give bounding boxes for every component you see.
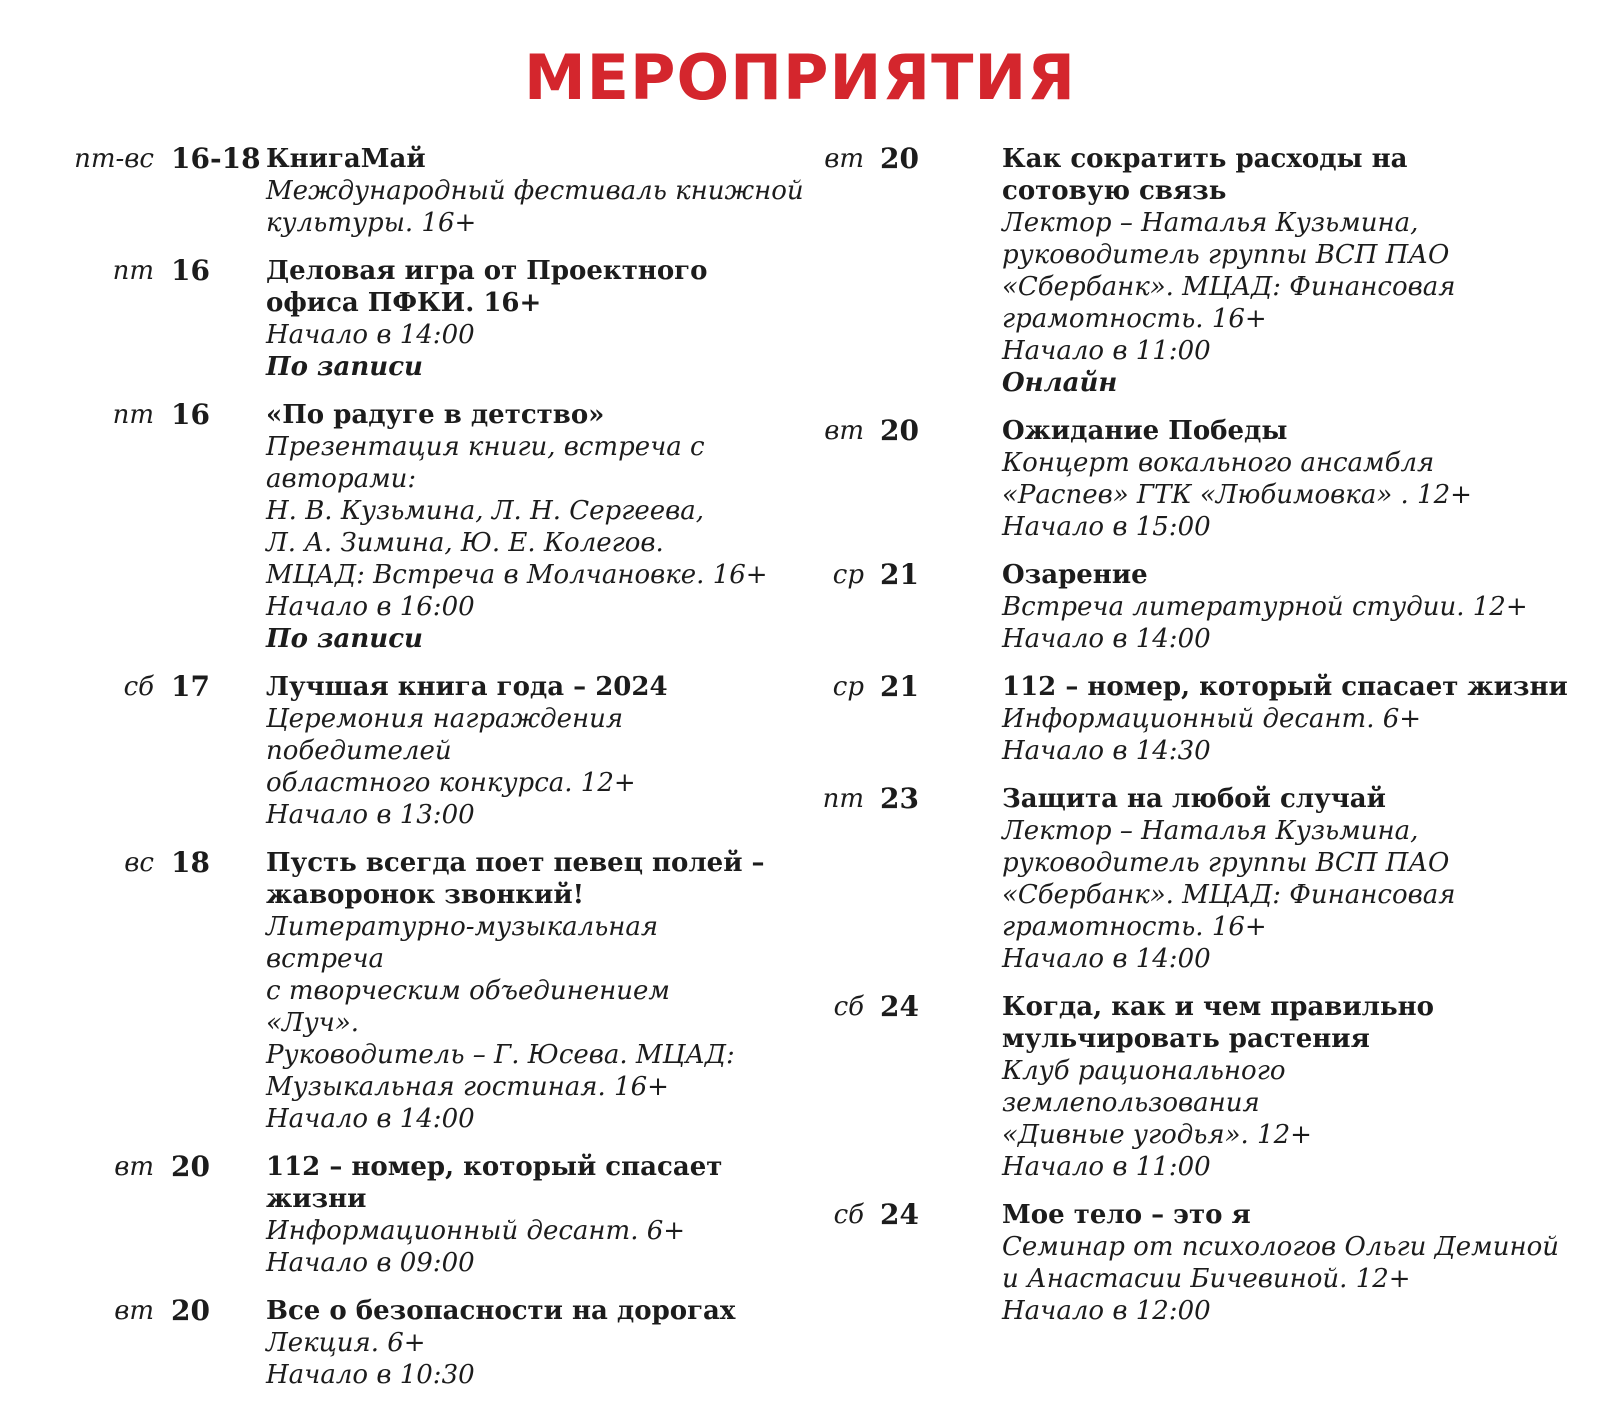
event-note: Онлайн: [1002, 368, 1118, 398]
page-title: МЕРОПРИЯТИЯ: [523, 41, 1077, 114]
event-item: [0, 255, 786, 383]
event-day: вс: [124, 848, 154, 878]
event-description: Лекция. 6+: [266, 1328, 426, 1358]
event-date: 20: [171, 1294, 210, 1327]
event-description: Информационный десант. 6+: [1002, 704, 1422, 734]
event-description: Клуб рационального землепользования «Дивные угодья». 12+: [1002, 1056, 1312, 1150]
event-item: [0, 399, 810, 655]
event-description: Встреча литературной студии. 12+: [1002, 592, 1528, 622]
event-description: Семинар от психологов Ольги Деминой и Анастасии Бичевиной. 12+: [1002, 1232, 1559, 1294]
event-title: Мое тело – это я: [1002, 1200, 1251, 1230]
event-day: пт: [822, 784, 864, 814]
event-date: 16: [171, 398, 210, 431]
event-item: [820, 783, 1600, 975]
event-time: Начало в 16:00: [266, 592, 475, 622]
event-title: Когда, как и чем правильно мульчировать растения: [1002, 992, 1434, 1054]
event-description: Концерт вокального ансамбля «Распев» ГТК «Любимовка» . 12+: [1002, 448, 1472, 510]
event-day: вт: [114, 1152, 154, 1182]
event-title: Пусть всегда поет певец полей – жаворонок звонкий!: [266, 848, 765, 910]
event-title: Озарение: [1002, 560, 1148, 590]
event-item: [820, 415, 1600, 543]
event-date: 23: [880, 782, 919, 815]
event-item: [0, 1295, 810, 1391]
event-date: 16: [171, 254, 210, 287]
event-date: 21: [880, 670, 919, 703]
event-day: сб: [123, 672, 154, 702]
event-date: 20: [880, 414, 919, 447]
event-time: Начало в 11:00: [1002, 336, 1211, 366]
event-day: сб: [833, 992, 864, 1022]
event-date: 18: [171, 846, 210, 879]
event-title: Лучшая книга года – 2024: [266, 672, 668, 702]
event-item: [820, 143, 1522, 399]
event-item: [820, 1199, 1600, 1327]
events-column-right: [820, 143, 1600, 1327]
event-date: 20: [880, 142, 919, 175]
event-day: пт: [112, 400, 154, 430]
event-day: ср: [832, 560, 864, 590]
event-day: вт: [824, 144, 864, 174]
event-description: Информационный десант. 6+: [266, 1216, 686, 1246]
event-day: ср: [832, 672, 864, 702]
event-time: Начало в 14:00: [266, 320, 475, 350]
event-title: Ожидание Победы: [1002, 416, 1288, 446]
event-item: [820, 559, 1600, 655]
events-column-left: [0, 143, 810, 1391]
event-date: 21: [880, 558, 919, 591]
event-description: Лектор – Наталья Кузьмина, руководитель группы ВСП ПАО «Сбербанк». МЦАД: Финансовая грамотность. 16+: [1002, 816, 1456, 942]
event-date: 17: [171, 670, 210, 703]
event-date: 16-18: [171, 142, 261, 175]
event-title: 112 – номер, который спасает жизни: [266, 1152, 723, 1214]
event-day: вт: [114, 1296, 154, 1326]
event-title: Защита на любой случай: [1002, 784, 1386, 814]
event-description: Литературно-музыкальная встреча с творческим объединением «Луч». Руководитель – Г. Юсева. МЦАД: Музыкальная гостиная. 16+: [266, 912, 735, 1102]
event-time: Начало в 15:00: [1002, 512, 1211, 542]
event-item: [0, 847, 766, 1135]
event-description: Церемония награждения победителей областного конкурса. 12+: [266, 704, 636, 798]
event-time: Начало в 10:30: [266, 1360, 475, 1390]
event-time: Начало в 14:00: [1002, 624, 1211, 654]
event-item: [820, 671, 1600, 767]
event-item: [820, 991, 1462, 1183]
event-item: [0, 143, 810, 239]
event-title: Все о безопасности на дорогах: [266, 1296, 736, 1326]
event-day: пт-вс: [74, 144, 154, 174]
event-time: Начало в 14:00: [266, 1104, 475, 1134]
event-time: Начало в 14:30: [1002, 736, 1211, 766]
event-note: По записи: [266, 352, 423, 382]
event-title: 112 – номер, который спасает жизни: [1002, 672, 1568, 702]
event-title: Как сократить расходы на сотовую связь: [1002, 144, 1408, 206]
event-note: По записи: [266, 624, 423, 654]
event-time: Начало в 11:00: [1002, 1152, 1211, 1182]
event-description: Международный фестиваль книжной культуры. 16+: [266, 176, 804, 238]
event-time: Начало в 12:00: [1002, 1296, 1211, 1326]
event-day: сб: [833, 1200, 864, 1230]
event-date: 20: [171, 1150, 210, 1183]
event-time: Начало в 14:00: [1002, 944, 1211, 974]
event-day: пт: [112, 256, 154, 286]
event-date: 24: [880, 990, 919, 1023]
event-date: 24: [880, 1198, 919, 1231]
event-description: Лектор – Наталья Кузьмина, руководитель группы ВСП ПАО «Сбербанк». МЦАД: Финансовая грамотность. 16+: [1002, 208, 1456, 334]
event-day: вт: [824, 416, 864, 446]
event-title: КнигаМай: [266, 144, 426, 174]
event-time: Начало в 13:00: [266, 800, 475, 830]
event-item: [0, 671, 810, 831]
event-description: Презентация книги, встреча с авторами: Н. В. Кузьмина, Л. Н. Сергеева, Л. А. Зимина, Ю. Е. Колегов. МЦАД: Встреча в Молчановке. 16+: [266, 432, 768, 590]
event-title: «По радуге в детство»: [266, 400, 605, 430]
event-time: Начало в 09:00: [266, 1248, 475, 1278]
event-item: [0, 1151, 810, 1279]
event-title: Деловая игра от Проектного офиса ПФКИ. 16+: [266, 256, 708, 318]
